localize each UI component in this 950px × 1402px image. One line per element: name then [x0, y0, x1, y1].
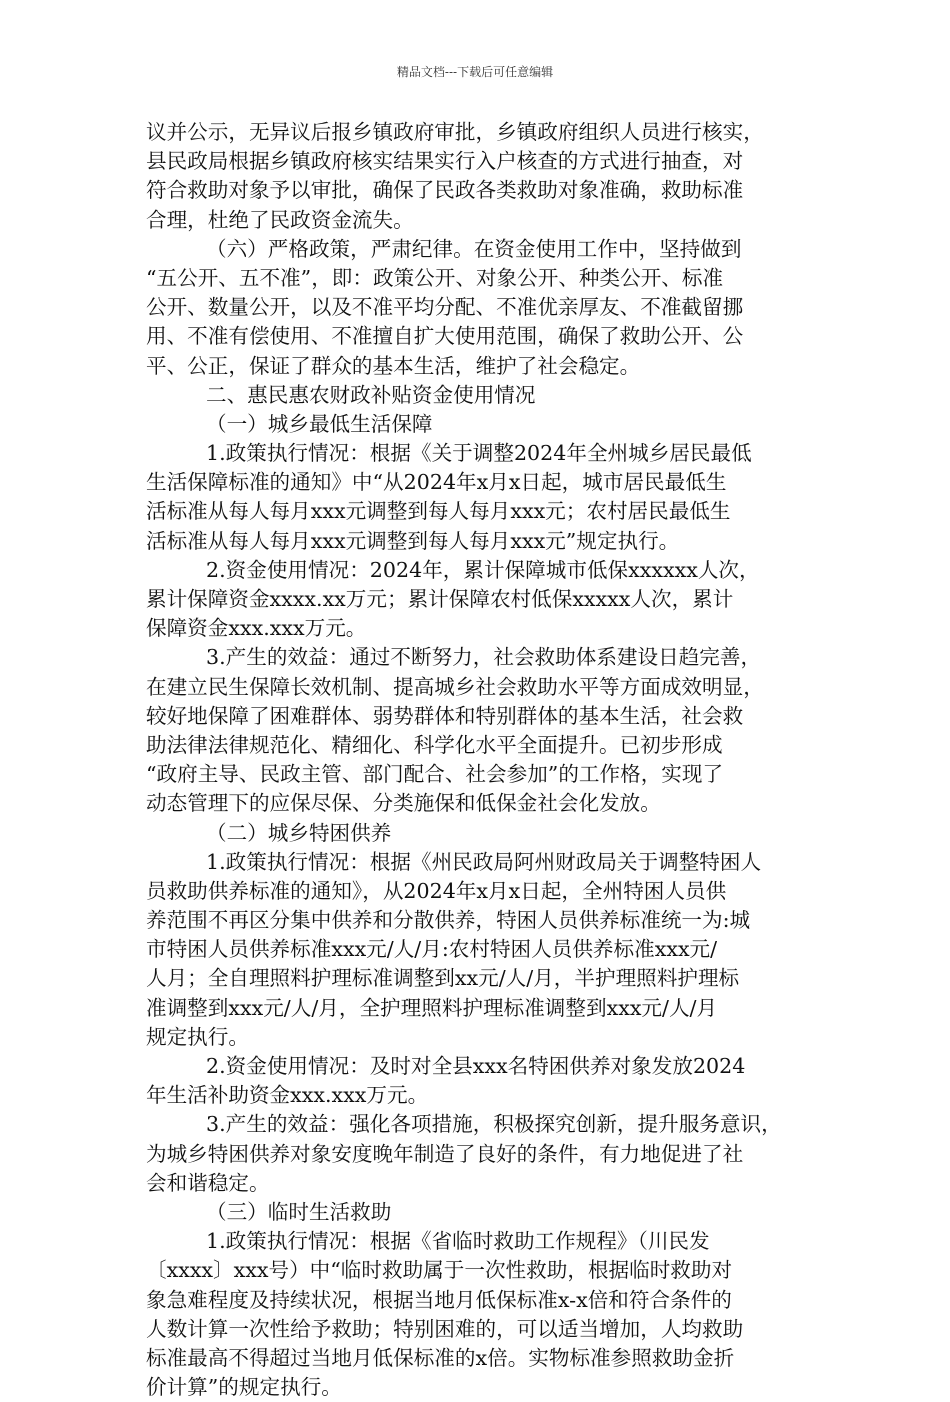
text-line: 会和谐稳定。 — [146, 1170, 270, 1195]
text-line: （二）城乡特困供养 — [206, 820, 392, 845]
text-line: 人数计算一次性给予救助；特别困难的，可以适当增加，人均救助 — [146, 1316, 744, 1341]
text-line: 动态管理下的应保尽保、分类施保和低保金社会化发放。 — [146, 791, 661, 816]
text-line: 1.政策执行情况：根据《关于调整2024年全州城乡居民最低 — [206, 441, 752, 466]
text-line: 2.资金使用情况：及时对全县xxx名特困供养对象发放2024 — [206, 1054, 746, 1078]
text-line: 合理，杜绝了民政资金流失。 — [146, 207, 414, 232]
text-line: 年生活补助资金xxx.xxx万元。 — [146, 1083, 429, 1108]
text-line: 累计保障资金xxxx.xx万元；累计保障农村低保xxxxx人次，累计 — [146, 587, 734, 611]
text-line: （三）临时生活救助 — [206, 1199, 392, 1224]
text-line: 〔xxxx〕xxx号）中“临时救助属于一次性救助，根据临时救助对 — [146, 1258, 733, 1283]
text-line: 在建立民生保障长效机制、提高城乡社会救助水平等方面成效明显， — [146, 674, 764, 699]
text-line: 价计算”的规定执行。 — [146, 1375, 342, 1400]
text-line: 1.政策执行情况：根据《省临时救助工作规程》（川民发 — [206, 1229, 710, 1254]
text-line: 标准最高不得超过当地月低保标准的x倍。实物标准参照救助金折 — [146, 1345, 735, 1370]
text-line: 人月；全自理照料护理标准调整到xx元/人/月，半护理照料护理标 — [146, 966, 740, 991]
text-line: 符合救助对象予以审批，确保了民政各类救助对象准确，救助标准 — [146, 178, 744, 203]
text-line: “政府主导、民政主管、部门配合、社会参加”的工作格，实现了 — [146, 762, 724, 787]
text-line: 1.政策执行情况：根据《州民政局阿州财政局关于调整特困人 — [206, 849, 762, 874]
text-line: 县民政局根据乡镇政府核实结果实行入户核查的方式进行抽查，对 — [146, 149, 744, 174]
text-line: 活标准从每人每月xxx元调整到每人每月xxx元”规定执行。 — [146, 528, 680, 553]
text-line: “五公开、五不准”，即：政策公开、对象公开、种类公开、标准 — [146, 265, 724, 290]
text-line: 议并公示，无异议后报乡镇政府审批，乡镇政府组织人员进行核实， — [146, 120, 764, 144]
text-line: 较好地保障了困难群体、弱势群体和特别群体的基本生活，社会救 — [146, 703, 744, 728]
text-line: 市特困人员供养标准xxx元/人/月:农村特困人员供养标准xxx元/ — [146, 937, 718, 962]
text-line: 象急难程度及持续状况，根据当地月低保标准x-x倍和符合条件的 — [146, 1287, 732, 1312]
text-line: 3.产生的效益：通过不断努力，社会救助体系建设日趋完善， — [206, 645, 762, 670]
page-header: 精品文档---下载后可任意编辑 — [396, 65, 554, 79]
text-line: 养范围不再区分集中供养和分散供养，特困人员供养标准统一为:城 — [146, 908, 751, 933]
text-line: （一）城乡最低生活保障 — [206, 411, 433, 436]
document-body — [146, 118, 816, 1402]
text-line: 平、公正，保证了群众的基本生活，维护了社会稳定。 — [146, 353, 641, 378]
text-line: 用、不准有偿使用、不准擅自扩大使用范围，确保了救助公开、公 — [146, 324, 744, 349]
text-line: （六）严格政策，严肃纪律。在资金使用工作中，坚持做到 — [206, 236, 742, 261]
text-line: 为城乡特困供养对象安度晚年制造了良好的条件，有力地促进了社 — [146, 1141, 744, 1166]
text-line: 2.资金使用情况：2024年，累计保障城市低保xxxxxx人次， — [206, 557, 760, 582]
text-line: 二、惠民惠农财政补贴资金使用情况 — [206, 382, 536, 407]
text-line: 员救助供养标准的通知》，从2024年x月x日起，全州特困人员供 — [146, 878, 727, 903]
text-line: 助法律法律规范化、精细化、科学化水平全面提升。已初步形成 — [146, 732, 723, 757]
text-line: 规定执行。 — [146, 1024, 249, 1049]
text-line: 公开、数量公开，以及不准平均分配、不准优亲厚友、不准截留挪 — [146, 295, 744, 320]
text-line: 活标准从每人每月xxx元调整到每人每月xxx元；农村居民最低生 — [146, 499, 731, 524]
text-line: 3.产生的效益：强化各项措施，积极探究创新，提升服务意识， — [206, 1112, 782, 1137]
text-line: 准调整到xxx元/人/月，全护理照料护理标准调整到xxx元/人/月 — [146, 995, 718, 1020]
text-line: 保障资金xxx.xxx万元。 — [146, 616, 367, 641]
text-line: 生活保障标准的通知》中“从2024年x月x日起，城市居民最低生 — [146, 470, 727, 495]
